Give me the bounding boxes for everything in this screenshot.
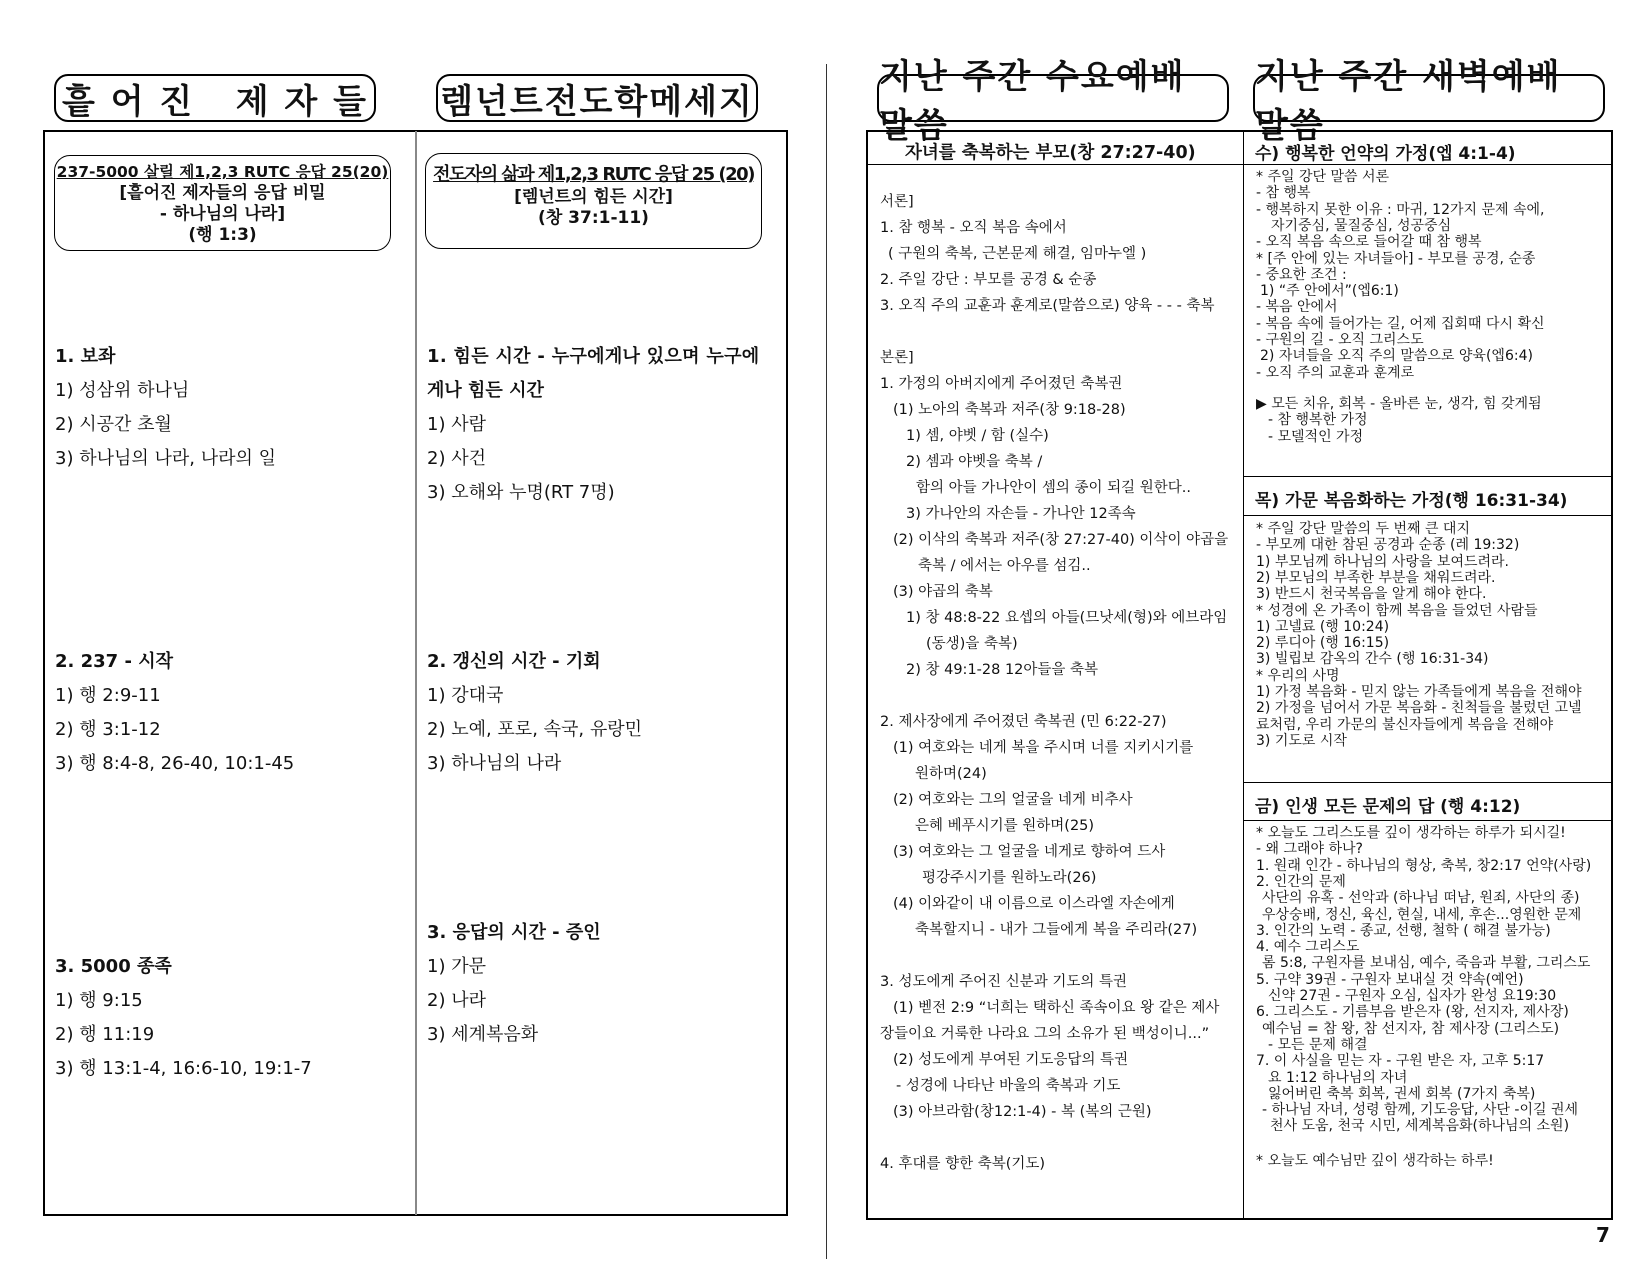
text-line: 3. 오직 주의 교훈과 훈계로(말씀으로) 양육 - - - 축복 [880,298,1215,314]
text-line: - 오직 복음 속으로 들어갈 때 참 행복 [1256,234,1482,251]
text-line: - 중요한 조건 : [1256,266,1347,283]
text-line: 1. 원래 인간 - 하나님의 형상, 축복, 창2:17 언약(사랑) [1256,857,1592,874]
text-line: 2) 루디아 (행 16:15) [1256,635,1390,652]
remnant-summary-box [425,153,762,249]
text-line: 5. 구약 39권 - 구원자 보내실 것 약속(예언) [1256,971,1524,988]
text-line: (1) 벧전 2:9 “너희는 택하신 족속이요 왕 같은 제사 [893,1000,1220,1016]
page-number: 7 [1596,1223,1610,1247]
text-line: 3) 가나안의 자손들 - 가나안 12족속 [906,506,1136,522]
wednesday-title-rule [867,164,1244,165]
text-line: 3) 빌립보 감옥의 간수 (행 16:31-34) [1256,651,1489,668]
text-line: (3) 여호와는 그 얼굴을 네게로 향하여 드사 [893,844,1166,860]
right-column-divider [1243,131,1244,1219]
text-line: (2) 성도에게 부여된 기도응답의 특권 [893,1052,1129,1068]
text-line: 2. 주일 강단 : 부모를 공경 & 순종 [880,272,1097,288]
remnant-section-1-title-line2: 게나 힘든 시간 [427,380,544,401]
text-line: (2) 이삭의 축복과 저주(창 27:27-40) 이삭이 야곱을 [893,532,1229,548]
list-item: 1) 성삼위 하나님 [55,380,190,401]
text-line: 료처럼, 우리 가문의 불신자들에게 복음을 전해야 [1256,716,1554,733]
text-line: (2) 여호와는 그의 얼굴을 네게 비추사 [893,792,1133,808]
text-line: 본론] [880,350,914,366]
text-line: - 복음 안에서 [1256,299,1338,316]
text-line: 예수님 = 참 왕, 참 선지자, 참 제사장 (그리스도) [1262,1020,1560,1037]
text-line: 은혜 베푸시기를 원하며(25) [915,818,1095,834]
text-line: 3. 성도에게 주어진 신분과 기도의 특권 [880,974,1127,990]
dawn-section-3-top-rule [1244,782,1612,783]
text-line: * 주일 강단 말씀 서론 [1256,169,1389,185]
scattered-summary-box [54,155,391,251]
text-line: ( 구원의 축복, 근본문제 해결, 임마누엘 ) [888,246,1147,262]
text-line: (1) 노아의 축복과 저주(창 9:18-28) [893,402,1126,418]
list-item: 1) 행 2:9-11 [55,685,161,706]
text-line: 축복할지니 - 내가 그들에게 복을 주리라(27) [915,922,1198,938]
text-line: 1) 셈, 야벳 / 함 (실수) [906,428,1049,444]
text-line: * 성경에 온 가족이 함께 복음을 들었던 사람들 [1256,602,1538,619]
text-line: (3) 아브라함(창12:1-4) - 복 (복의 근원) [893,1104,1152,1120]
text-line: (4) 이와같이 내 이름으로 이스라엘 자손에게 [893,896,1175,912]
remnant-box-line1: 전도자의 삶과 제1,2,3 RUTC 응답 25 (20) [433,164,754,185]
header-scattered-disciples: 흩 어 진 제 자 들 [54,74,376,122]
text-line: 요 1:12 하나님의 자녀 [1268,1069,1408,1086]
text-line: 롬 5:8, 구원자를 보내심, 예수, 죽음과 부활, 그리스도 [1262,955,1591,972]
text-line: 4. 후대를 향한 축복(기도) [880,1156,1046,1172]
scattered-section-1-title: 1. 보좌 [55,346,116,367]
header-dawn-sermon: 지난 주간 새벽예배 말씀 [1253,74,1605,122]
scattered-section-2-title: 2. 237 - 시작 [55,651,173,672]
text-line: - 모든 문제 해결 [1268,1036,1368,1053]
text-line: (동생)을 축복) [926,636,1018,652]
scattered-section-3-title: 3. 5000 종족 [55,956,172,977]
text-line: * 오늘도 그리스도를 깊이 생각하는 하루가 되시길! [1256,825,1566,841]
text-line: 원하며(24) [915,766,987,782]
dawn-section-2-top-rule [1244,476,1612,477]
list-item: 3) 행 8:4-8, 26-40, 10:1-45 [55,753,295,774]
scattered-box-line4: (행 1:3) [188,225,257,245]
text-line: - 행복하지 못한 이유 : 마귀, 12가지 문제 속에, [1256,201,1545,218]
text-line: 신약 27권 - 구원자 오심, 십자가 완성 요19:30 [1268,988,1557,1004]
remnant-section-3-title: 3. 응답의 시간 - 증인 [427,922,601,943]
text-line: - 참 행복한 가정 [1268,412,1368,429]
dawn-section-1-rule [1244,164,1612,165]
list-item: 1) 가문 [427,956,486,977]
text-line: 1) 창 48:8-22 요셉의 아들(므낫세(형)와 에브라임 [906,610,1228,626]
list-item: 2) 시공간 초월 [55,414,172,435]
dawn-section-1-title: 수) 행복한 언약의 가정(엡 4:1-4) [1255,144,1516,164]
text-line: 장들이요 거룩한 나라요 그의 소유가 된 백성이니...” [880,1026,1210,1042]
text-line: - 성경에 나타난 바울의 축복과 기도 [896,1078,1121,1094]
text-line: 1. 가정의 아버지에게 주어졌던 축복권 [880,376,1123,392]
text-line: - 복음 속에 들어가는 길, 어제 집회때 다시 확신 [1256,315,1545,332]
list-item: 2) 사건 [427,448,486,469]
text-line: ▶ 모든 치유, 회복 - 올바른 눈, 생각, 힘 갖게됨 [1256,396,1542,412]
list-item: 3) 하나님의 나라, 나라의 일 [55,448,276,469]
header-remnant-message: 렘넌트전도학메세지 [436,74,758,122]
text-line: - 구원의 길 - 오직 그리스도 [1256,332,1424,348]
text-line: - 모델적인 가정 [1268,428,1364,445]
text-line: 2. 인간의 문제 [1256,873,1346,890]
text-line: 1. 참 행복 - 오직 복음 속에서 [880,220,1067,236]
text-line: 6. 그리스도 - 기름부음 받은자 (왕, 선지자, 제사장) [1256,1004,1569,1021]
list-item: 1) 사람 [427,414,486,435]
text-line: * 주일 강단 말씀의 두 번째 큰 대지 [1256,521,1470,537]
text-line: 함의 아들 가나안이 셈의 종이 되길 원한다.. [916,480,1191,496]
remnant-box-line3: (창 37:1-11) [538,208,649,228]
dawn-section-2-title: 목) 가문 복음화하는 가정(행 16:31-34) [1255,491,1568,511]
dawn-section-3-title: 금) 인생 모든 문제의 답 (행 4:12) [1255,797,1521,817]
scattered-box-line3: - 하나님의 나라] [159,204,286,224]
remnant-section-1-title-line1: 1. 힘든 시간 - 누구에게나 있으며 누구에 [427,346,760,367]
text-line: 1) “주 안에서”(엡6:1) [1260,283,1399,300]
wednesday-sermon-title: 자녀를 축복하는 부모(창 27:27-40) [905,143,1196,163]
list-item: 3) 하나님의 나라 [427,753,562,774]
text-line: 우상숭배, 정신, 육신, 현실, 내세, 후손...영원한 문제 [1262,906,1582,923]
text-line: 사단의 유혹 - 선악과 (하나님 떠남, 원죄, 사단의 종) [1262,890,1580,907]
text-line: 1) 부모님께 하나님의 사랑을 보여드려라. [1256,553,1510,570]
list-item: 1) 행 9:15 [55,990,143,1011]
text-line: - 하나님 자녀, 성령 함께, 기도응답, 사단 -이길 권세 [1262,1102,1579,1119]
text-line: 1) 가정 복음화 - 믿지 않는 가족들에게 복음을 전해야 [1256,684,1582,700]
text-line: 1) 고넬료 (행 10:24) [1256,618,1390,635]
text-line: * 오늘도 예수님만 깊이 생각하는 하루! [1256,1153,1494,1169]
text-line: 잃어버린 축복 회복, 권세 회복 (7가지 축복) [1268,1085,1536,1102]
text-line: 4. 예수 그리스도 [1256,939,1360,956]
left-column-divider [415,131,417,1215]
text-line: 3. 인간의 노력 - 종교, 선행, 철학 ( 해결 불가능) [1256,922,1551,939]
list-item: 3) 행 13:1-4, 16:6-10, 19:1-7 [55,1058,312,1079]
text-line: - 왜 그래야 하나? [1256,841,1363,858]
scattered-box-line1: 237-5000 살릴 제1,2,3 RUTC 응답 25(20) [56,163,389,181]
text-line: 7. 이 사실을 믿는 자 - 구원 받은 자, 고후 5:17 [1256,1053,1545,1070]
list-item: 2) 나라 [427,990,486,1011]
text-line: * [주 안에 있는 자녀들아] - 부모를 공경, 순종 [1256,250,1536,267]
list-item: 2) 행 11:19 [55,1024,155,1045]
text-line: 천사 도움, 천국 시민, 세계복음화(하나님의 소원) [1270,1118,1570,1135]
list-item: 3) 세계복음화 [427,1024,539,1045]
remnant-section-2-title: 2. 갱신의 시간 - 기회 [427,651,601,672]
text-line: 2) 가정을 넘어서 가문 복음화 - 친척들을 불렀던 고넬 [1256,700,1582,717]
remnant-box-line2: [렘넌트의 힘든 시간] [514,187,673,207]
list-item: 2) 노예, 포로, 속국, 유랑민 [427,719,643,740]
header-wednesday-sermon: 지난 주간 수요예배 말씀 [877,74,1229,122]
text-line: 2. 제사장에게 주어졌던 축복권 (민 6:22-27) [880,714,1167,730]
text-line: 3) 반드시 천국복음을 알게 해야 한다. [1256,586,1487,603]
text-line: 2) 자녀들을 오직 주의 말씀으로 양육(엡6:4) [1260,348,1533,365]
text-line: - 부모께 대한 참된 공경과 순종 (레 19:32) [1256,537,1520,554]
list-item: 2) 행 3:1-12 [55,719,161,740]
text-line: 2) 셈과 야벳을 축복 / [906,454,1043,470]
dawn-section-2-rule [1244,515,1612,516]
dawn-section-3-rule [1244,820,1612,821]
text-line: 자기중심, 물질중심, 성공중심 [1271,217,1452,234]
text-line: 3) 기도로 시작 [1256,732,1347,749]
text-line: 서론] [880,194,914,210]
page-divider [826,64,827,1259]
scattered-box-line2: [흩어진 제자들의 응답 비밀 [119,183,326,203]
text-line: (3) 야곱의 축복 [893,584,993,600]
text-line: (1) 여호와는 네게 복을 주시며 너를 지키시기를 [893,740,1194,756]
text-line: 2) 부모님의 부족한 부분을 채워드려라. [1256,569,1496,586]
text-line: 평강주시기를 원하노라(26) [922,870,1097,886]
list-item: 1) 강대국 [427,685,504,706]
text-line: - 오직 주의 교훈과 훈계로 [1256,364,1415,381]
text-line: 축복 / 에서는 아우를 섬김.. [918,558,1091,574]
text-line: * 우리의 사명 [1256,667,1340,684]
text-line: - 참 행복 [1256,185,1311,202]
list-item: 3) 오해와 누명(RT 7명) [427,482,615,503]
text-line: 2) 창 49:1-28 12아들을 축복 [906,662,1099,678]
